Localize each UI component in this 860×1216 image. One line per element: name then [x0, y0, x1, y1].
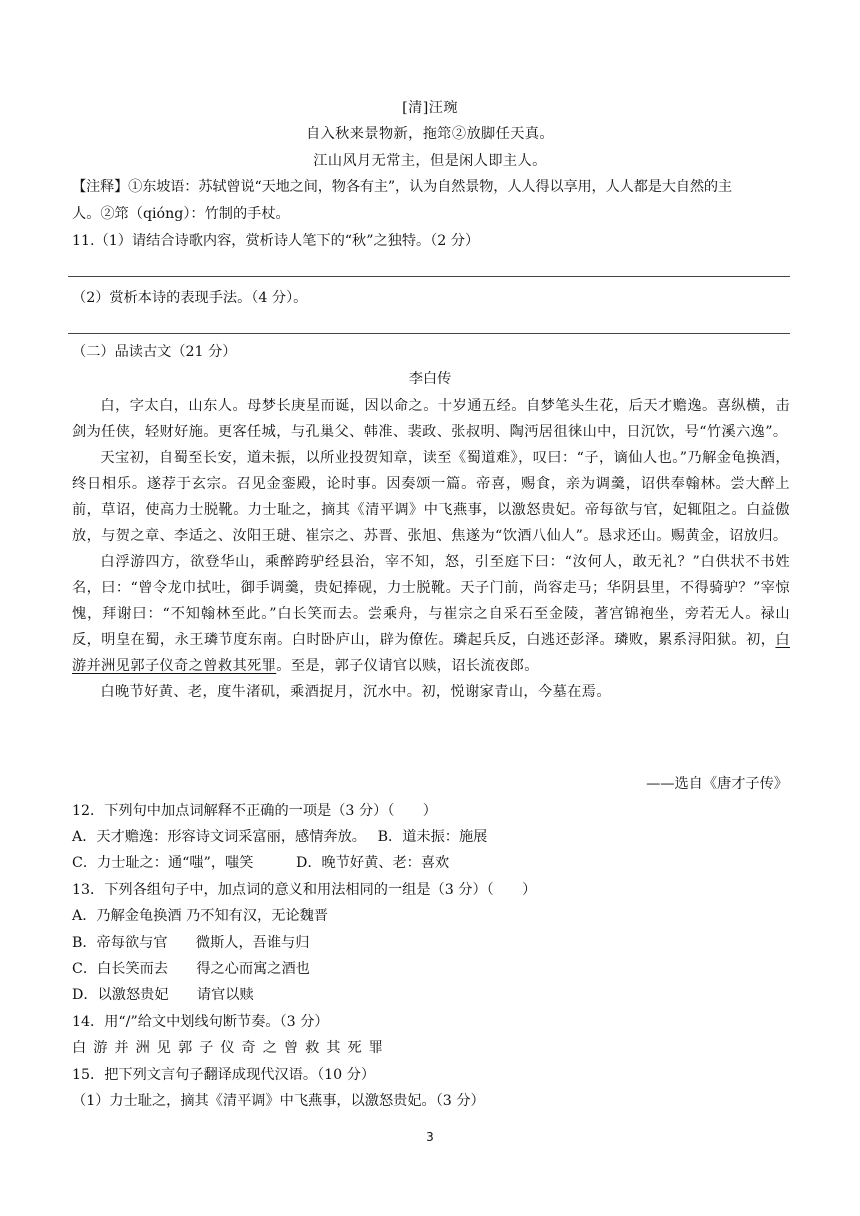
question-13-option-d: D．以激怒贵妃 请官以赎	[72, 987, 254, 1003]
question-11-part-1: 11.（1）请结合诗歌内容，赏析诗人笔下的“秋”之独特。（2 分）	[72, 233, 480, 249]
question-13-option-a: A．乃解金龟换酒 乃不知有汉，无论魏晋	[72, 908, 328, 924]
passage-paragraph-1: 白，字太白，山东人。母梦长庚星而诞，因以命之。十岁通五经。自梦笔头生花，后天才赡逸。喜纵横，击剑为任侠，轻财好施。更客任城，与孔巢父、韩准、裴政、张叔明、陶沔居徂徕山中，日沉饮，号“竹溪六逸”。	[72, 398, 790, 440]
question-13-option-c: C．白长笑而去 得之心而寓之酒也	[72, 961, 310, 977]
paragraph-3-text-a: 白浮游四方，欲登华山，乘醉跨驴经县治，宰不知，怒，引至庭下曰：“汝何人，敢无礼？”白供状不书姓名，曰：“曾令龙巾拭吐，御手调羹，贵妃捧砚，力士脱靴。天子门前，尚容走马；华阴县里，不得骑驴？”宰惊愧，拜谢曰：“不知翰林至此。”白长笑而去。尝乘舟，与崔宗之自采石至金陵，著宫锦袍坐，旁若无人。禄山反，明皇在蜀，永王璘节度东南。白时卧庐山，辟为僚佐。璘起兵反，白逃还彭泽。璘败，累系浔阳狱。初，	[72, 554, 790, 648]
question-12-options-ab: A．天才赡逸：形容诗文词采富丽，感情奔放。 B．道未振：施展	[72, 829, 488, 845]
passage-body	[72, 393, 790, 705]
passage-source: ——选自《唐才子传》	[646, 776, 788, 792]
underlined-sentence: 白游并洲见郭子仪奇之曾救其死罪	[72, 632, 790, 674]
answer-line-2[interactable]	[68, 333, 790, 334]
question-14-sentence[interactable]: 白游并洲见郭子仪奇之曾救其死罪	[72, 1040, 390, 1056]
poem-line-1: 自入秋来景物新，拖筇②放脚任天真。	[306, 126, 554, 142]
poem-line-2: 江山风月无常主，但是闲人即主人。	[313, 153, 547, 169]
passage-paragraph-2: 天宝初，自蜀至长安，道未振，以所业投贺知章，读至《蜀道难》，叹曰：“子，谪仙人也。”乃解金龟换酒，终日相乐。遂荐于玄宗。召见金銮殿，论时事。因奏颂一篇。帝喜，赐食，亲为调羹，诏供奉翰林。尝大醉上前，草诏，使高力士脱靴。力士耻之，摘其《清平调》中飞燕事，以激怒贵妃。帝每欲与官，妃辄阻之。白益傲放，与贺之章、李适之、汝阳王琎、崔宗之、苏晋、张旭、焦遂为“饮酒八仙人”。恳求还山。赐黄金，诏放归。	[72, 450, 790, 544]
question-13-stem: 13．下列各组句子中，加点词的意义和用法相同的一组是（3 分）（ ）	[72, 882, 537, 898]
question-13-option-b: B．帝每欲与官 微斯人，吾谁与归	[72, 935, 310, 951]
passage-title: 李白传	[408, 371, 452, 387]
question-12-stem: 12．下列句中加点词解释不正确的一项是（3 分）（ ）	[72, 803, 437, 819]
passage-paragraph-3	[72, 549, 790, 679]
question-14-stem: 14．用“/”给文中划线句断节奏。（3 分）	[72, 1014, 329, 1030]
question-12-options-cd: C．力士耻之：通“嗤”，嗤笑 D．晚节好黄、老：喜欢	[72, 855, 450, 871]
paragraph-3-text-b: 。至是，郭子仪请官以赎，诏长流夜郎。	[276, 658, 539, 674]
question-15-stem: 15．把下列文言句子翻译成现代汉语。（10 分）	[72, 1067, 376, 1083]
passage-paragraph-4: 白晚节好黄、老，度牛渚矶，乘酒捉月，沉水中。初，悦谢家青山，今墓在焉。	[100, 684, 611, 700]
answer-line-1[interactable]	[68, 276, 790, 277]
question-15-part-1: （1）力士耻之，摘其《清平调》中飞燕事，以激怒贵妃。（3 分）	[72, 1093, 485, 1109]
page-number: 3	[426, 1130, 434, 1144]
notes-line-2: 人。②筇（qióng）：竹制的手杖。	[72, 206, 290, 222]
question-11-part-2: （2）赏析本诗的表现手法。（4 分）。	[72, 290, 308, 306]
section-2-heading: （二）品读古文（21 分）	[72, 344, 237, 360]
notes-line-1: 【注释】①东坡语：苏轼曾说“天地之间，物各有主”，认为自然景物，人人得以享用，人人都是大自然的主	[72, 179, 732, 195]
poem-author: [清]汪琬	[402, 100, 458, 116]
